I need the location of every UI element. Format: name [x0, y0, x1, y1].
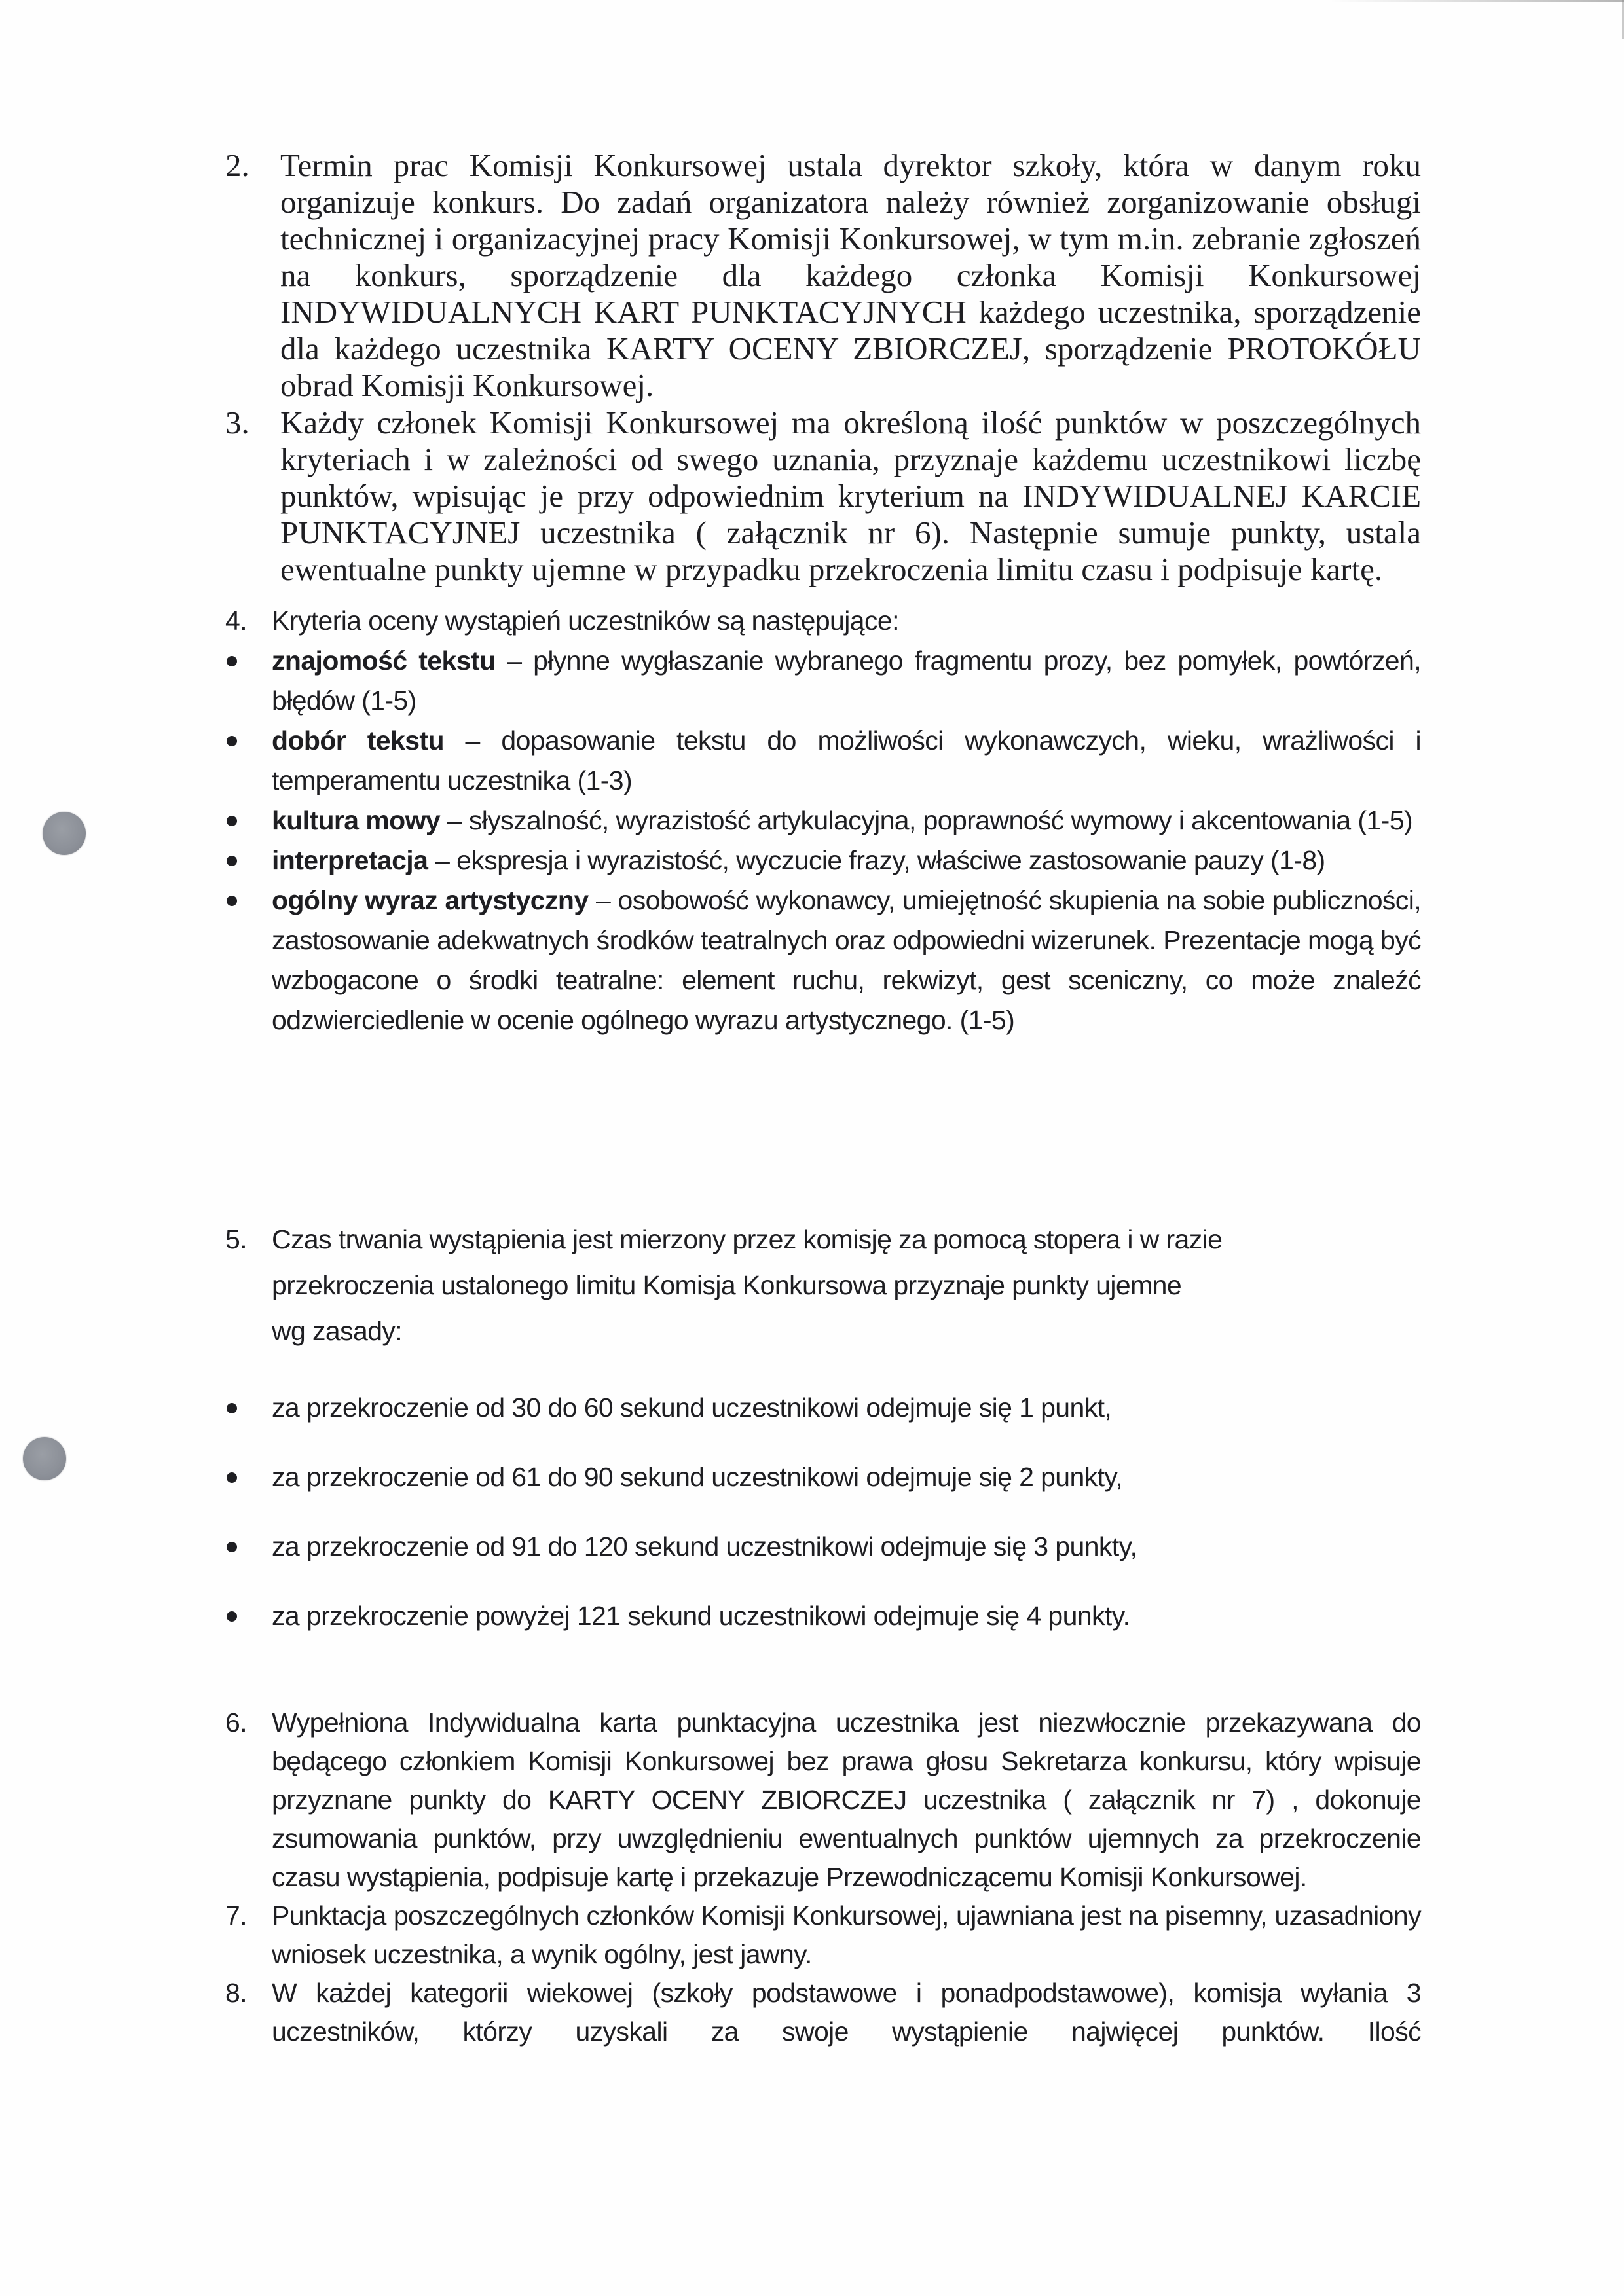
section-number: 7. — [225, 1901, 247, 1931]
bullet-icon — [227, 1472, 237, 1483]
section-5 — [223, 1216, 1421, 1354]
section-line: wg zasady: — [272, 1316, 403, 1346]
punch-hole-icon — [23, 1437, 66, 1480]
penalty-text: za przekroczenie od 61 do 90 sekund uczestnikowi odejmuje się 2 punkty, — [272, 1462, 1123, 1492]
section-text: Wypełniona Indywidualna karta punktacyjna uczestnika jest niezwłocznie przekazywana do będącego członkiem Komisji Konkursowej bez prawa głosu Sekretarza konkursu, który wpisuje przyznane punkty do KARTY OCENY ZBIORCZEJ uczestnika ( załącznik nr 7) , dokonuje zsumowania punktów, przy uwzględnieniu ewentualnych punktów ujemnych za przekroczenie czasu wystąpienia, podpisuje kartę i przekazuje Przewodniczącemu Komisji Konkursowej. — [272, 1707, 1421, 1892]
section-4 — [223, 601, 1421, 1040]
criterion-description: – płynne wygłaszanie wybranego fragmentu prozy, bez pomyłek, powtórzeń, błędów (1-5) — [272, 646, 1422, 716]
section-text: Każdy członek Komisji Konkursowej ma określoną ilość punktów w poszczególnych kryteriach i w zależności od swego uznania, przyznaje każdemu uczestnikowi liczbę punktów, wpisując je przy odpowiednim kryterium na INDYWIDUALNEJ KARCIE PUNKTACYJNEJ uczestnika ( załącznik nr 6). Następnie sumuje punkty, ustala ewentualne punkty ujemne w przypadku przekroczenia limitu czasu i podpisuje kartę. — [280, 405, 1421, 587]
penalty-text: za przekroczenie powyżej 121 sekund uczestnikowi odejmuje się 4 punkty. — [272, 1601, 1130, 1631]
penalty-list — [223, 1388, 1421, 1636]
penalty-text: za przekroczenie od 91 do 120 sekund uczestnikowi odejmuje się 3 punkty, — [272, 1531, 1137, 1561]
section-2 — [223, 147, 1421, 404]
criterion-item — [223, 801, 1421, 841]
bullet-icon — [227, 1403, 237, 1413]
criterion-term: ogólny wyraz artystyczny — [272, 885, 589, 915]
section-number: 3. — [225, 405, 249, 441]
section-3 — [223, 405, 1421, 588]
section-text: Termin prac Komisji Konkursowej ustala dyrektor szkoły, która w danym roku organizuje konkurs. Do zadań organizatora należy również zorganizowanie obsługi technicznej i organizacyjnej pracy Komisji Konkursowej, w tym m.in. zebranie zgłoszeń na konkurs, sporządzenie dla każdego członka Komisji Konkursowej INDYWIDUALNYCH KART PUNKTACYJNYCH każdego uczestnika, sporządzenie dla każdego uczestnika KARTY OCENY ZBIORCZEJ, sporządzenie PROTOKÓŁU obrad Komisji Konkursowej. — [280, 147, 1421, 403]
bullet-icon — [227, 896, 237, 906]
criterion-description: – dopasowanie tekstu do możliwości wykonawczych, wieku, wrażliwości i temperamentu uczestnika (1-3) — [272, 725, 1421, 795]
section-number: 4. — [225, 606, 247, 636]
criterion-item — [223, 881, 1421, 1040]
sections-6-8 — [223, 1704, 1421, 2051]
criterion-item — [223, 841, 1421, 881]
criterion-term: interpretacja — [272, 845, 428, 875]
section-number: 6. — [225, 1707, 247, 1738]
criterion-description: – słyszalność, wyrazistość artykulacyjna, poprawność wymowy i akcentowania (1-5) — [440, 805, 1412, 835]
section-line: przekroczenia ustalonego limitu Komisja Konkursowa przyznaje punkty ujemne — [272, 1270, 1182, 1300]
section-7 — [223, 1897, 1421, 1974]
section-8 — [223, 1974, 1421, 2051]
scan-edge-top — [1329, 0, 1624, 2]
bullet-icon — [227, 816, 237, 826]
criterion-description: – osobowość wykonawcy, umiejętność skupienia na sobie publiczności, zastosowanie adekwatnych środków teatralnych oraz odpowiedni wizerunek. Prezentacje mogą być wzbogacone o środki teatralne: element ruchu, rekwizyt, gest sceniczny, co może znaleźć odzwierciedlenie w ocenie ogólnego wyrazu artystycznego. (1-5) — [272, 885, 1421, 1035]
section-heading: Kryteria oceny wystąpień uczestników są następujące: — [272, 606, 899, 636]
penalty-text: za przekroczenie od 30 do 60 sekund uczestnikowi odejmuje się 1 punkt, — [272, 1393, 1112, 1423]
section-number: 2. — [225, 147, 249, 183]
bullet-icon — [227, 856, 237, 866]
bullet-icon — [227, 1611, 237, 1622]
punch-hole-icon — [43, 812, 86, 855]
section-line: Czas trwania wystąpienia jest mierzony przez komisję za pomocą stopera i w razie — [272, 1224, 1223, 1254]
criterion-term: znajomość tekstu — [272, 646, 496, 676]
section-number: 5. — [225, 1224, 247, 1254]
criterion-item — [223, 721, 1421, 801]
bullet-icon — [227, 656, 237, 666]
section-text: Punktacja poszczególnych członków Komisji Konkursowej, ujawniana jest na pisemny, uzasadniony wniosek uczestnika, a wynik ogólny, jest jawny. — [272, 1901, 1421, 1969]
section-6 — [223, 1704, 1421, 1897]
penalty-item — [223, 1388, 1421, 1428]
criterion-term: kultura mowy — [272, 805, 441, 835]
penalty-item — [223, 1457, 1421, 1497]
criterion-item — [223, 641, 1421, 721]
bullet-icon — [227, 736, 237, 746]
bullet-icon — [227, 1542, 237, 1552]
penalty-item — [223, 1527, 1421, 1567]
criterion-term: dobór tekstu — [272, 725, 444, 756]
penalty-item — [223, 1596, 1421, 1636]
section-text: W każdej kategorii wiekowej (szkoły podstawowe i ponadpodstawowe), komisja wyłania 3 uczestników, którzy uzyskali za swoje wystąpienie najwięcej punktów. Ilość — [272, 1978, 1421, 2047]
criterion-description: – ekspresja i wyrazistość, wyczucie frazy, właściwe zastosowanie pauzy (1-8) — [428, 845, 1325, 875]
section-number: 8. — [225, 1978, 247, 2008]
